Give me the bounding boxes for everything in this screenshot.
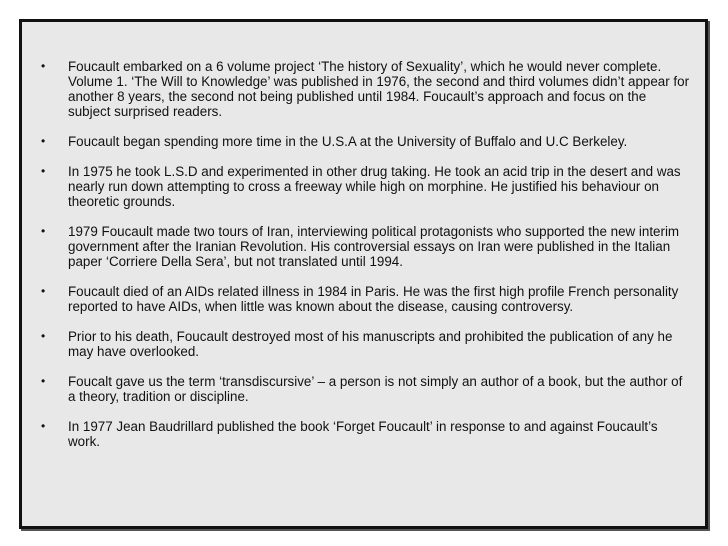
bullet-item-7: [22, 374, 705, 404]
bullet-item-3: [22, 164, 705, 209]
bullet-dot-icon: •: [41, 374, 46, 388]
bullet-text: Foucault died of an AIDs related illness in 1984 in Paris. He was the first high profile French personality reported to have AIDs, when little was known about the disease, causing controversy.: [68, 284, 679, 314]
bullet-item-2: [22, 134, 705, 149]
bullet-dot-icon: •: [41, 419, 46, 433]
bullet-item-1: [22, 59, 705, 119]
slide-frame: [19, 19, 708, 529]
bullet-dot-icon: •: [41, 284, 46, 298]
bullet-dot-icon: •: [41, 59, 46, 73]
bullet-dot-icon: •: [41, 164, 46, 178]
bullet-text: In 1977 Jean Baudrillard published the book ‘Forget Foucault’ in response to and against Foucault’s work.: [68, 419, 658, 449]
bullet-text: In 1975 he took L.S.D and experimented in other drug taking. He took an acid trip in the desert and was nearly run down attempting to cross a freeway while high on morphine. He justified his behaviour on theoretic grounds.: [68, 164, 681, 209]
bullet-item-8: [22, 419, 705, 449]
bullet-text: 1979 Foucault made two tours of Iran, interviewing political protagonists who supported the new interim government after the Iranian Revolution. His controversial essays on Iran were published in the Italian paper ‘Corriere Della Sera’, but not translated until 1994.: [68, 224, 680, 269]
bullet-dot-icon: •: [41, 224, 46, 238]
bullet-item-5: [22, 284, 705, 314]
bullet-dot-icon: •: [41, 329, 46, 343]
bullet-text: Foucault began spending more time in the U.S.A at the University of Buffalo and U.C Berkeley.: [68, 134, 628, 149]
bullet-item-6: [22, 329, 705, 359]
bullet-text: Foucault embarked on a 6 volume project ‘The history of Sexuality’, which he would never complete. Volume 1. ‘The Will to Knowledge’ was published in 1976, the second and third volumes didn’t appear for another 8 years, the second not being published until 1984. Foucault’s approach and focus on the subject surprised readers.: [68, 59, 690, 119]
bullet-item-4: [22, 224, 705, 269]
bullet-text: Foucalt gave us the term ‘transdiscursive’ – a person is not simply an author of a book, but the author of a theory, tradition or discipline.: [68, 374, 683, 404]
bullet-list: [22, 59, 705, 464]
bullet-dot-icon: •: [41, 134, 46, 148]
bullet-text: Prior to his death, Foucault destroyed most of his manuscripts and prohibited the publication of any he may have overlooked.: [68, 329, 673, 359]
